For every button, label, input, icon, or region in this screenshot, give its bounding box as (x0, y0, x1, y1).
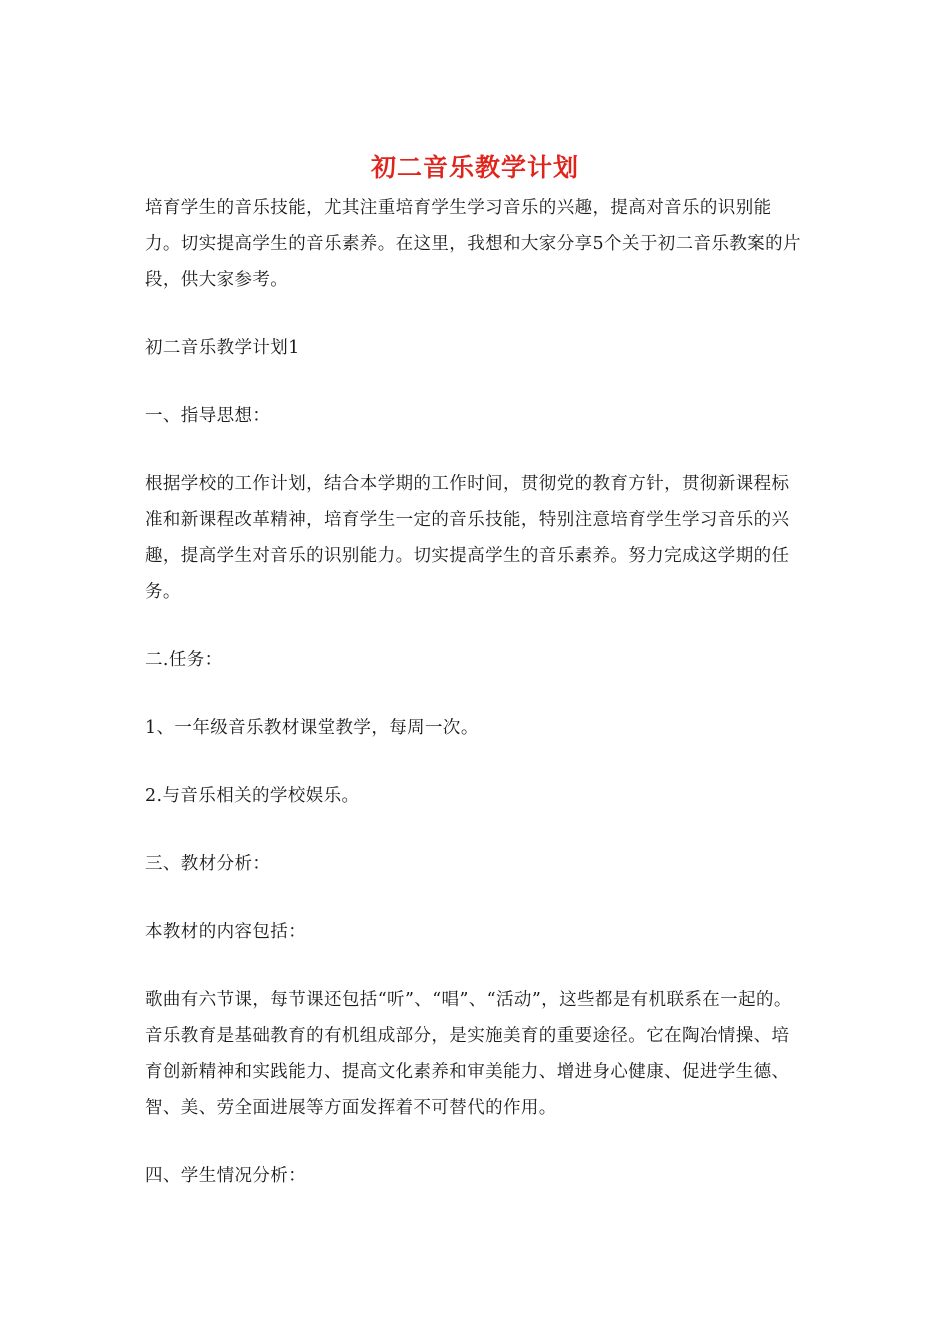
document-body (145, 190, 805, 1226)
section-heading-guiding-thought: 一、指导思想： (145, 406, 271, 426)
material-analysis-paragraph: 歌曲有六节课，每节课还包括“听”、“唱”、“活动”，这些都是有机联系在一起的。音乐教育是基础教育的有机组成部分，是实施美育的重要途径。它在陶冶情操、培育创新精神和实践能力、提高文化素养和审美能力、增进身心健康、促进学生德、智、美、劳全面进展等方面发挥着不可替代的作用。 (145, 990, 792, 1118)
intro-paragraph: 培育学生的音乐技能，尤其注重培育学生学习音乐的兴趣，提高对音乐的识别能力。切实提高学生的音乐素养。在这里，我想和大家分享5个关于初二音乐教案的片段，供大家参考。 (145, 198, 801, 290)
task-item-1: 1、一年级音乐教材课堂教学，每周一次。 (145, 718, 479, 738)
guiding-thought-paragraph: 根据学校的工作计划，结合本学期的工作时间，贯彻党的教育方针，贯彻新课程标准和新课程改革精神，培育学生一定的音乐技能，特别注意培育学生学习音乐的兴趣，提高学生对音乐的识别能力。切实提高学生的音乐素养。努力完成这学期的任务。 (145, 474, 790, 602)
section-heading-tasks: 二.任务： (145, 650, 223, 670)
material-content-intro: 本教材的内容包括： (145, 922, 307, 942)
plan-heading: 初二音乐教学计划1 (145, 338, 300, 358)
section-heading-material-analysis: 三、教材分析： (145, 854, 271, 874)
task-item-2: 2.与音乐相关的学校娱乐。 (145, 786, 360, 806)
section-heading-student-analysis: 四、学生情况分析： (145, 1166, 307, 1186)
document-title: 初二音乐教学计划 (370, 153, 579, 182)
